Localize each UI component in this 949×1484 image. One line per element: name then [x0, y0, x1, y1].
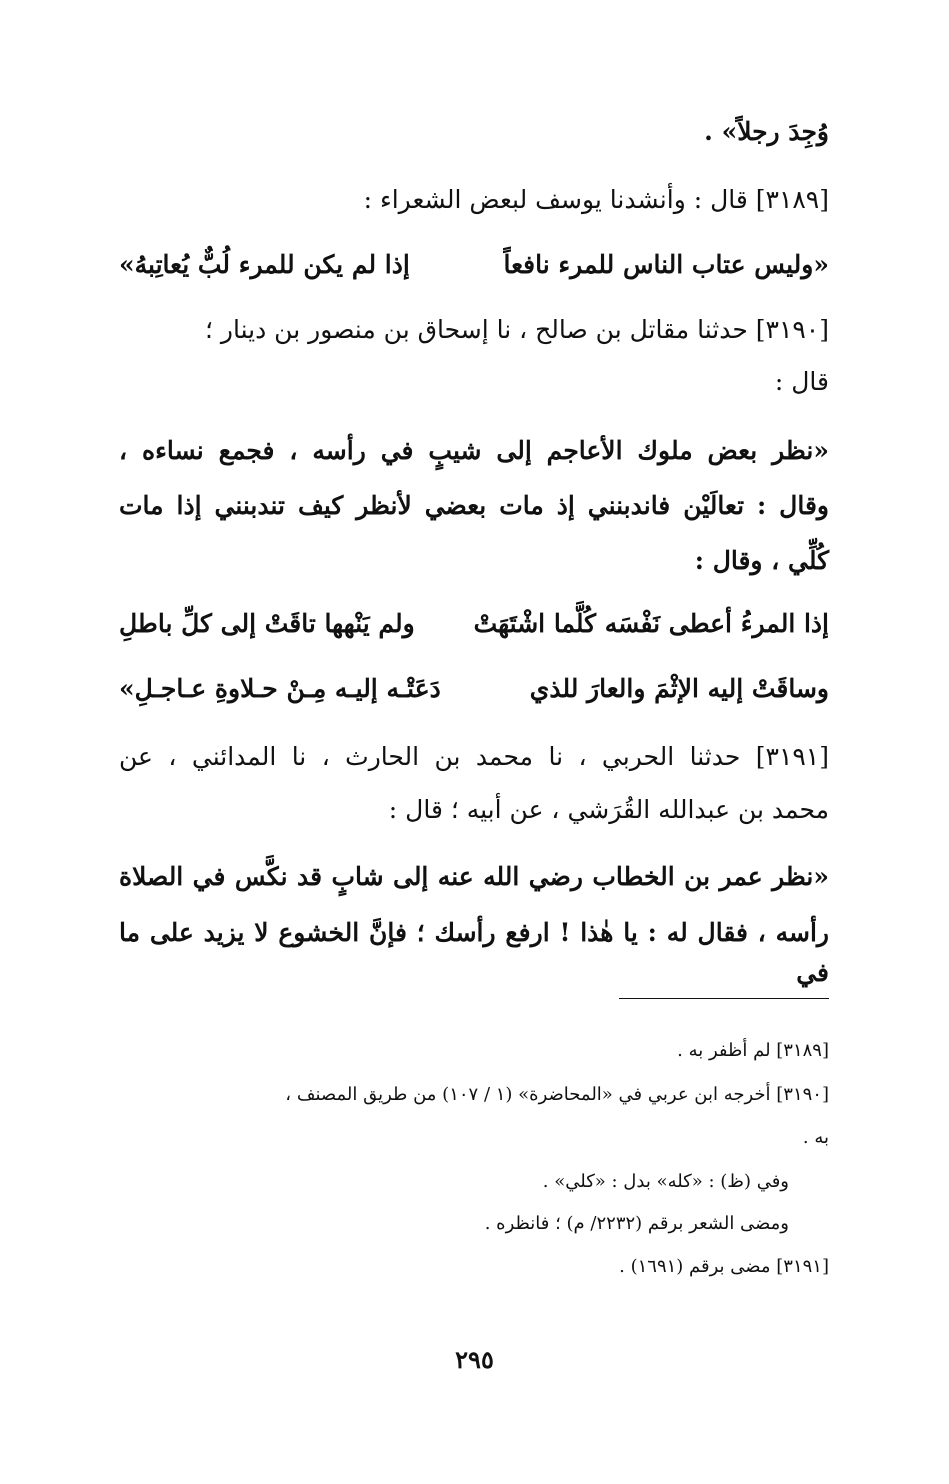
- footnote-2: [٣١٩٠] أخرجه ابن عربي في «المحاضرة» (١ / ١٠٧) من طريق المصنف ،: [285, 1084, 829, 1105]
- text-line-1: وُجِدَ رجلاً» .: [704, 117, 829, 146]
- footnote-separator: [619, 998, 829, 999]
- text-line-4: [٣١٩٠] حدثنا مقاتل بن صالح ، نا إسحاق بن منصور بن دينار ؛: [205, 315, 829, 344]
- verse-2-first-hemistich: إذا المرءُ أعطى نَفْسَه كُلَّما اشْتَهَتْ: [473, 609, 829, 638]
- footnote-3: [٣١٩١] مضى برقم (١٦٩١) .: [619, 1256, 829, 1277]
- verse-line-1: [119, 243, 829, 287]
- text-line-11: [٣١٩١] حدثنا الحربي ، نا محمد بن الحارث ، نا المدائني ، عن: [119, 742, 829, 771]
- text-line-7: وقال : تعالَيْن فاندبنني إذ مات بعضي لأنظر كيف تندبنني إذا مات: [119, 491, 829, 520]
- text-line-2: [٣١٨٩] قال : وأنشدنا يوسف لبعض الشعراء :: [363, 185, 829, 214]
- verse-1-second-hemistich: إذا لم يكن للمرء لُبٌّ يُعاتِبهُ»: [119, 250, 410, 279]
- footnote-2-note-b: ومضى الشعر برقم (٢٢٣٢/ م) ؛ فانظره .: [484, 1213, 789, 1234]
- text-line-6: «نظر بعض ملوك الأعاجم إلى شيبٍ في رأسه ، فجمع نساءه ،: [119, 436, 829, 465]
- text-line-13: «نظر عمر بن الخطاب رضي الله عنه إلى شابٍ قد نكَّس في الصلاة: [119, 862, 829, 891]
- text-line-14: رأسه ، فقال له : يا هٰذا ! ارفع رأسك ؛ فإنَّ الخشوع لا يزيد على ما في: [119, 918, 829, 987]
- text-line-12: محمد بن عبدالله القُرَشي ، عن أبيه ؛ قال :: [388, 795, 829, 824]
- verse-line-2: [119, 602, 829, 646]
- verse-line-3: [119, 667, 829, 711]
- verse-3-second-hemistich: دَعَتْـه إليـه مِـنْ حـلاوةِ عـاجـلِ»: [119, 674, 441, 703]
- footnote-2-note-a: وفي (ظ) : «كله» بدل : «كلي» .: [542, 1171, 789, 1192]
- verse-2-second-hemistich: ولم يَنْهها تاقَتْ إلى كلِّ باطلِ: [119, 609, 415, 638]
- page-number: ٢٩٥: [455, 1345, 494, 1374]
- footnote-2-continued: به .: [802, 1127, 829, 1148]
- text-line-5: قال :: [774, 367, 829, 396]
- verse-3-first-hemistich: وساقَتْ إليه الإثْمَ والعارَ للذي: [529, 674, 829, 703]
- footnote-1: [٣١٨٩] لم أظفر به .: [677, 1040, 829, 1061]
- verse-1-first-hemistich: «وليس عتاب الناس للمرء نافعاً: [503, 250, 829, 279]
- text-line-8: كُلِّي ، وقال :: [694, 546, 829, 575]
